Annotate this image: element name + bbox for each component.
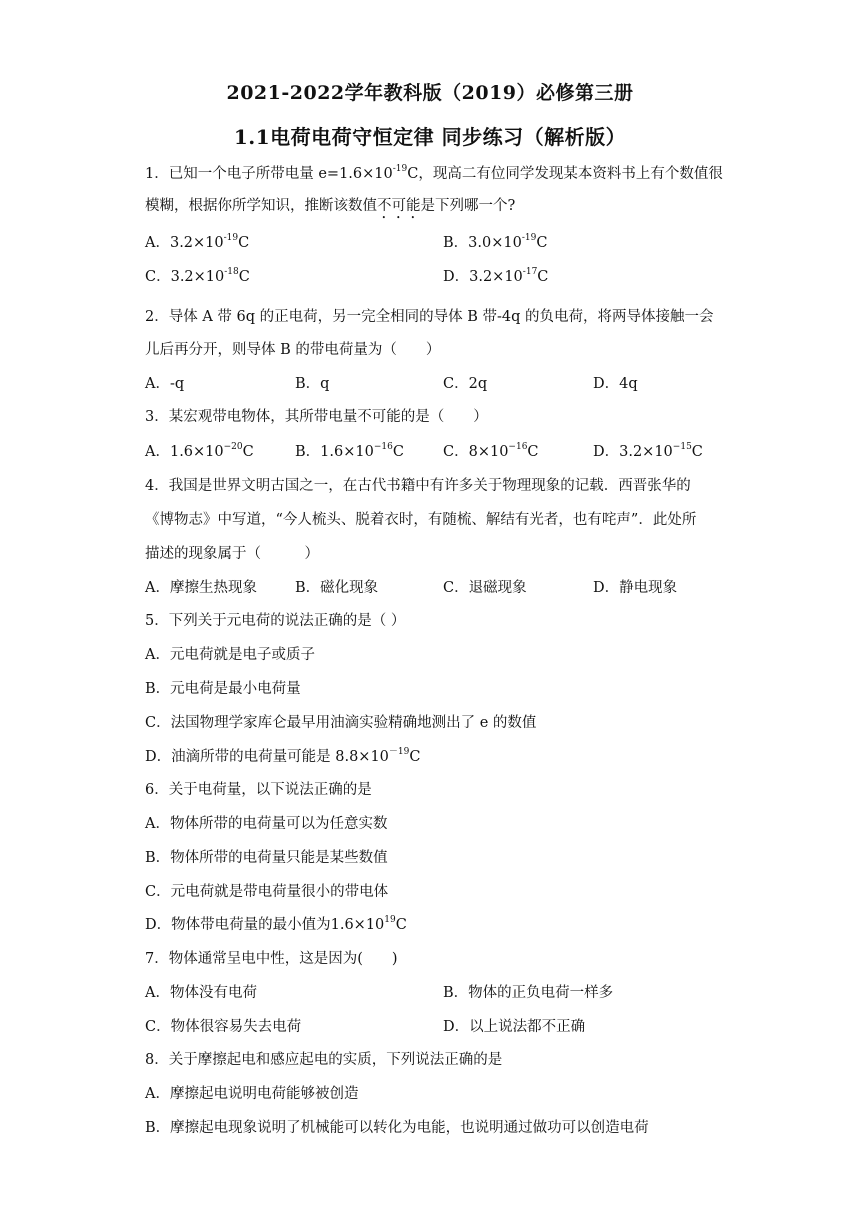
q1-stem-line2: 模糊，根据你所学知识，推断该数值不可能是下列哪一个? bbox=[145, 198, 516, 214]
q4-option-a: A．摩擦生热现象 bbox=[145, 580, 257, 596]
q4-stem-line2: 《博物志》中写道，“今人梳头、脱着衣时，有随梳、解结有光者，也有咤声”．此处所 bbox=[145, 512, 697, 528]
q3-option-c: C．$8\times 10^{-16}C$ bbox=[443, 442, 539, 460]
q2-stem-line1: 2．导体 A 带 6q 的正电荷，另一完全相同的导体 B 带-4q 的负电荷，将两导体接触一会 bbox=[145, 309, 714, 325]
q5-stem: 5．下列关于元电荷的说法正确的是（ ） bbox=[145, 613, 406, 629]
q1-option-d: D．$3.2\times 10^{-17}C$ bbox=[443, 267, 549, 285]
q5-option-a: A．元电荷就是电子或质子 bbox=[145, 647, 315, 663]
q7-option-c: C．物体很容易失去电荷 bbox=[145, 1019, 302, 1035]
q3-option-b: B．$1.6\times 10^{-16}C$ bbox=[295, 442, 404, 460]
q8-stem: 8．关于摩擦起电和感应起电的实质，下列说法正确的是 bbox=[145, 1052, 503, 1068]
q3-stem: 3．某宏观带电物体，其所带电量不可能的是（ ） bbox=[145, 409, 488, 425]
q8-option-a: A．摩擦起电说明电荷能够被创造 bbox=[145, 1086, 359, 1102]
q7-option-d: D．以上说法都不正确 bbox=[443, 1019, 586, 1035]
document-subtitle: 1.1电荷电荷守恒定律 同步练习（解析版） bbox=[233, 125, 627, 149]
q6-option-b: B．物体所带的电荷量只能是某些数值 bbox=[145, 850, 388, 866]
q3-option-a: A．$1.6\times 10^{-20}C$ bbox=[145, 442, 254, 460]
q7-stem: 7．物体通常呈电中性，这是因为( ) bbox=[145, 951, 398, 967]
q5-option-c: C．法国物理学家库仑最早用油滴实验精确地测出了 e 的数值 bbox=[145, 715, 537, 731]
q1-option-b: B．$3.0\times 10^{-19}C$ bbox=[443, 233, 548, 251]
q4-stem-line1: 4．我国是世界文明古国之一，在古代书籍中有许多关于物理现象的记载．西晋张华的 bbox=[145, 478, 691, 494]
q5-option-b: B．元电荷是最小电荷量 bbox=[145, 681, 301, 697]
q7-option-b: B．物体的正负电荷一样多 bbox=[443, 985, 614, 1001]
q5-option-d: D．油滴所带的电荷量可能是 $8.8\times 10^{-19}C$ bbox=[145, 747, 421, 765]
q3-option-d: D．$3.2\times 10^{-15}C$ bbox=[593, 442, 703, 460]
q1-stem-line1: 1．已知一个电子所带电量 $e=1.6\times 10^{-19}C$，现高二有位同学发现某本资料书上有个数值很 bbox=[145, 164, 723, 182]
q4-option-d: D．静电现象 bbox=[593, 580, 678, 596]
q4-option-c: C．退磁现象 bbox=[443, 580, 527, 596]
q1-option-a: A．$3.2\times 10^{-19}C$ bbox=[145, 233, 250, 251]
document-title: 2021-2022学年教科版（2019）必修第三册 bbox=[226, 82, 634, 104]
q1-emphasis: 不可能 bbox=[377, 198, 421, 214]
q2-stem-line2: 儿后再分开，则导体 B 的带电荷量为（ ） bbox=[145, 342, 441, 358]
q7-option-a: A．物体没有电荷 bbox=[145, 985, 257, 1001]
q4-option-b: B．磁化现象 bbox=[295, 580, 379, 596]
q6-option-d: D．物体带电荷量的最小值为$1.6\times 10^{19}C$ bbox=[145, 915, 407, 933]
q2-option-c: C．2q bbox=[443, 376, 488, 392]
q4-stem-line3: 描述的现象属于（ ） bbox=[145, 546, 319, 562]
q8-option-b: B．摩擦起电现象说明了机械能可以转化为电能，也说明通过做功可以创造电荷 bbox=[145, 1120, 649, 1136]
q2-option-b: B．q bbox=[295, 376, 330, 392]
q2-option-d: D．4q bbox=[593, 376, 638, 392]
q6-option-a: A．物体所带的电荷量可以为任意实数 bbox=[145, 816, 388, 832]
q6-stem: 6．关于电荷量，以下说法正确的是 bbox=[145, 782, 372, 798]
q2-option-a: A．-q bbox=[145, 376, 185, 392]
q6-option-c: C．元电荷就是带电荷量很小的带电体 bbox=[145, 884, 389, 900]
q1-option-c: C．$3.2\times 10^{-18}C$ bbox=[145, 267, 250, 285]
